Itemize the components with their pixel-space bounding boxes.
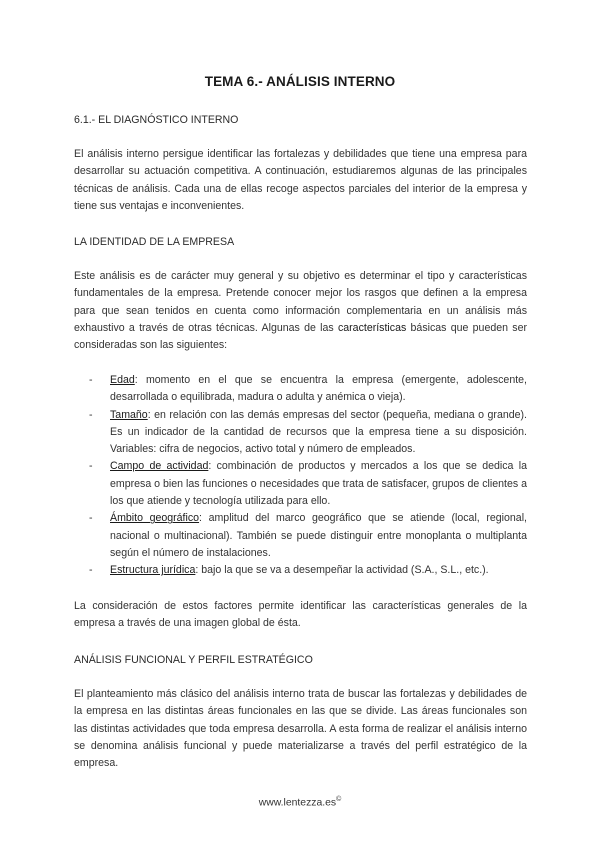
list-item-text: : combinación de productos y mercados a los que se dedica la empresa o bien las funciones o necesidades que trata de satisfacer, grupos de clientes a los que atiende y tecnología utilizada para ello. — [110, 460, 527, 508]
paragraph-identidad-text-1: Este análisis es de carácter muy general y su objetivo es determinar el tipo y características fundamentales de la empresa. Pretende conocer mejor los rasgos que definen a la empresa para que sean tenidos en cuenta como información complementaria en un análisis más exhaustivo a través de otras técnicas. Algunas de las — [74, 270, 527, 334]
list-item-edad — [74, 372, 527, 407]
list-item-campo-actividad — [74, 458, 527, 510]
list-dash: - — [89, 512, 93, 525]
paragraph-consideracion: La consideración de estos factores permite identificar las características generales de la empresa a través de una imagen global de ésta. — [74, 600, 527, 630]
section-heading-diagnostico: 6.1.- EL DIAGNÓSTICO INTERNO — [74, 114, 239, 126]
list-item-text: : amplitud del marco geográfico que se atiende (local, regional, nacional o multinacional). También se puede distinguir entre monoplanta o multiplanta según el número de instalaciones. — [110, 512, 527, 559]
term-edad: Edad — [110, 374, 135, 386]
section-heading-identidad: LA IDENTIDAD DE LA EMPRESA — [74, 236, 235, 248]
section-heading-analisis-funcional: ANÁLISIS FUNCIONAL Y PERFIL ESTRATÉGICO — [74, 654, 313, 666]
term-campo-actividad: Campo de actividad — [110, 460, 209, 473]
term-estructura-juridica: Estructura jurídica — [110, 564, 196, 577]
term-ambito-geografico: Ámbito geográfico — [110, 512, 200, 525]
list-dash: - — [89, 408, 93, 421]
list-item-text: : momento en el que se encuentra la empresa (emergente, adolescente, desarrollada o equilibrada, madura o adulta y anémica o vieja). — [110, 374, 527, 404]
characteristics-list — [74, 372, 527, 580]
list-item-tamano — [74, 407, 527, 459]
paragraph-diagnostico: El análisis interno persigue identificar las fortalezas y debilidades que tiene una empresa para desarrollar su actuación competitiva. A continuación, estudiaremos algunas de las principales técnicas de análisis. Cada una de ellas recoge aspectos parciales del interior de la empresa y tiene sus ventajas e inconvenientes. — [74, 148, 527, 212]
list-dash: - — [89, 564, 93, 577]
paragraph-identidad-text-2: básicas que pueden ser consideradas son las siguientes: — [74, 321, 527, 352]
list-dash: - — [89, 460, 93, 473]
page-title: TEMA 6.- ANÁLISIS INTERNO — [204, 74, 396, 89]
term-tamano: Tamaño — [110, 408, 148, 421]
paragraph-identidad — [74, 268, 527, 354]
list-item-estructura-juridica — [74, 562, 527, 579]
paragraph-analisis-funcional: El planteamiento más clásico del análisis interno trata de buscar las fortalezas y debilidades de la empresa en las distintas áreas funcionales en las que se divide. Las áreas funcionales son las distintas actividades que toda empresa desarrolla. A esta forma de realizar el análisis interno se denomina análisis funcional y puede materializarse a través del perfil estratégico de la empresa. — [74, 688, 527, 770]
list-item-text: : en relación con las demás empresas del sector (pequeña, mediana o grande). Es un indicador de la cantidad de recursos que la empresa tiene a su disposición. Variables: cifra de negocios, activo total y número de empleados. — [110, 408, 527, 456]
footer-website — [0, 796, 600, 808]
list-item-ambito-geografico — [74, 510, 527, 562]
list-item-text: : bajo la que se va a desempeñar la actividad (S.A., S.L., etc.). — [195, 564, 489, 577]
keyword-caracteristicas: características — [337, 321, 407, 334]
footer-url: www.lentezza.es — [258, 797, 337, 809]
copyright-mark: © — [336, 796, 342, 803]
list-dash: - — [89, 374, 93, 386]
